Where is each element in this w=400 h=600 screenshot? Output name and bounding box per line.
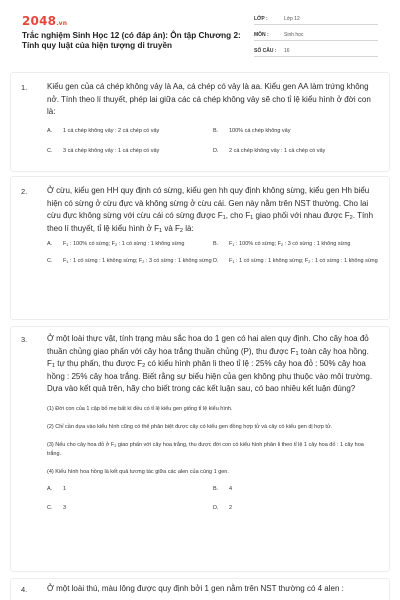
statement-2: (2) Chỉ cần dựa vào kiểu hình cũng có thể phân biệt được cây có kiểu gen đồng hợp tử và cây có kiểu gen dị hợp tử. [47, 423, 333, 430]
question-number: 3. [21, 335, 28, 344]
option-label: C. [47, 147, 53, 154]
answer-option-c[interactable] [47, 504, 213, 513]
meta-value: Lớp 12 [284, 15, 300, 22]
answer-option-c[interactable] [47, 257, 213, 266]
meta-key: MÔN : [254, 31, 269, 38]
meta-row-subject [254, 29, 378, 41]
option-text: $F_1$ : 100% có sừng; $F_2$ : 3 có sừng : 1 không sừng [229, 241, 351, 247]
meta-row-count [254, 45, 378, 57]
answer-option-d[interactable] [213, 147, 379, 156]
option-label: D. [213, 504, 219, 511]
site-logo[interactable] [22, 14, 67, 28]
meta-row-class [254, 13, 378, 25]
question-number: 1. [21, 83, 28, 92]
meta-table [254, 13, 378, 61]
page-header [0, 0, 400, 66]
option-label: A. [47, 241, 53, 247]
meta-key: LỚP : [254, 15, 268, 22]
question-card-4 [10, 578, 390, 600]
answer-option-d[interactable] [213, 504, 379, 513]
option-text: 100% cá chép không vảy [229, 127, 291, 134]
question-text: Ở cừu, kiểu gen HH quy định có sừng, kiểu gen hh quy định không sừng, kiểu gen Hh biểu hiện có sừng ở cừu đực và không sừng ở cừu cái. Gen này nằm trên NST thường. Cho lai cừu đực không sừng với cừu cái có sừng được $F_1$, cho $F_1$ giao phối với nhau được $F_2$. Tính theo lí thuyết, tỉ lệ kiểu hình ở $F_1$ và $F_2$ là: [47, 186, 374, 234]
question-text: Ở một loài thú, màu lông được quy định bởi 1 gen nằm trên NST thường có 4 alen : [47, 584, 344, 593]
meta-value: 16 [284, 47, 290, 54]
statement-1: (1) Đời con của 1 cặp bố mẹ bất kì đều có tỉ lệ kiểu gen giống tỉ lệ kiểu hình. [47, 405, 233, 412]
question-card-3 [10, 326, 390, 572]
answer-option-b[interactable] [213, 127, 379, 136]
logo-text: 2048 [22, 14, 57, 28]
question-text: Ở một loài thực vật, tính trạng màu sắc hoa do 1 gen có hai alen quy định. Cho cây hoa đỏ thuần chủng giao phấn với cây hoa trắng thuần chủng (P), thu được $F_1$ toàn cây hoa hồng. $F_1$ tự thụ phấn, thu được $F_2$ có kiểu hình phân li theo tỉ lệ : 25% cây hoa đỏ : 50% cây hoa hồng : 25% cây hoa trắng. Biết rằng sự biểu hiện của gen không phụ thuộc vào môi trường. Dựa vào kết quả trên, hãy cho biết trong các kết luận sau, có bao nhiêu kết luận đúng? [47, 334, 373, 393]
option-text: 2 [229, 504, 233, 511]
option-text: 3 cá chép không vảy : 1 cá chép có vảy [63, 147, 160, 154]
option-text: $F_1$ : 1 có sừng : 1 không sừng; $F_2$ : 1 có sừng : 1 không sừng [229, 258, 378, 264]
answer-option-d[interactable] [213, 257, 379, 266]
question-text: Kiểu gen của cá chép không vảy là Aa, cá chép có vảy là aa. Kiểu gen AA làm trứng không nở. Tính theo lí thuyết, phép lai giữa các cá chép không vảy sẽ cho tỉ lệ kiểu hình ở đời con là: [47, 82, 371, 116]
option-text: $F_1$ : 1 có sừng : 1 không sừng; $F_2$ : 3 có sừng : 1 không sừng [63, 258, 212, 264]
option-text: $F_1$ : 100% có sừng; $F_2$ : 1 có sừng : 1 không sừng [63, 241, 185, 247]
option-label: B. [213, 241, 219, 247]
option-text: 4 [229, 485, 233, 492]
option-text: 2 cá chép không vảy : 1 cá chép có vảy [229, 147, 326, 154]
answer-option-c[interactable] [47, 147, 213, 156]
answer-option-a[interactable] [47, 485, 213, 494]
option-label: D. [213, 147, 219, 154]
answer-option-a[interactable] [47, 240, 213, 249]
option-text: 3 [63, 504, 67, 511]
option-label: A. [47, 485, 53, 492]
option-label: C. [47, 258, 53, 264]
meta-key: SỐ CÂU : [254, 47, 277, 54]
option-label: C. [47, 504, 53, 511]
option-label: B. [213, 485, 219, 492]
question-number: 2. [21, 187, 28, 196]
option-label: A. [47, 127, 53, 134]
meta-value: Sinh học [284, 31, 304, 38]
answer-option-b[interactable] [213, 240, 379, 249]
question-number: 4. [21, 585, 28, 594]
option-text: 1 cá chép không vảy : 2 cá chép có vảy [63, 127, 160, 134]
option-text: 1 [63, 485, 67, 492]
statement-3: (3) Nếu cho cây hoa đỏ ở $F_2$ giao phấn với cây hoa trắng, thu được đời con có kiểu hình phân li theo tỉ lệ 1 cây hoa đỏ : 1 cây hoa trắng. [47, 441, 364, 457]
question-card-2 [10, 176, 390, 320]
option-label: D. [213, 258, 219, 264]
answer-option-b[interactable] [213, 485, 379, 494]
option-label: B. [213, 127, 219, 134]
answer-option-a[interactable] [47, 127, 213, 136]
question-card-1 [10, 72, 390, 172]
page-title: Trắc nghiệm Sinh Học 12 (có đáp án): Ôn tập Chương 2: Tính quy luật của hiện tượng di truyền [22, 31, 241, 50]
logo-suffix: .vn [56, 20, 68, 27]
statement-4: (4) Kiểu hình hoa hồng là kết quả tương tác giữa các alen của cùng 1 gen. [47, 468, 229, 475]
